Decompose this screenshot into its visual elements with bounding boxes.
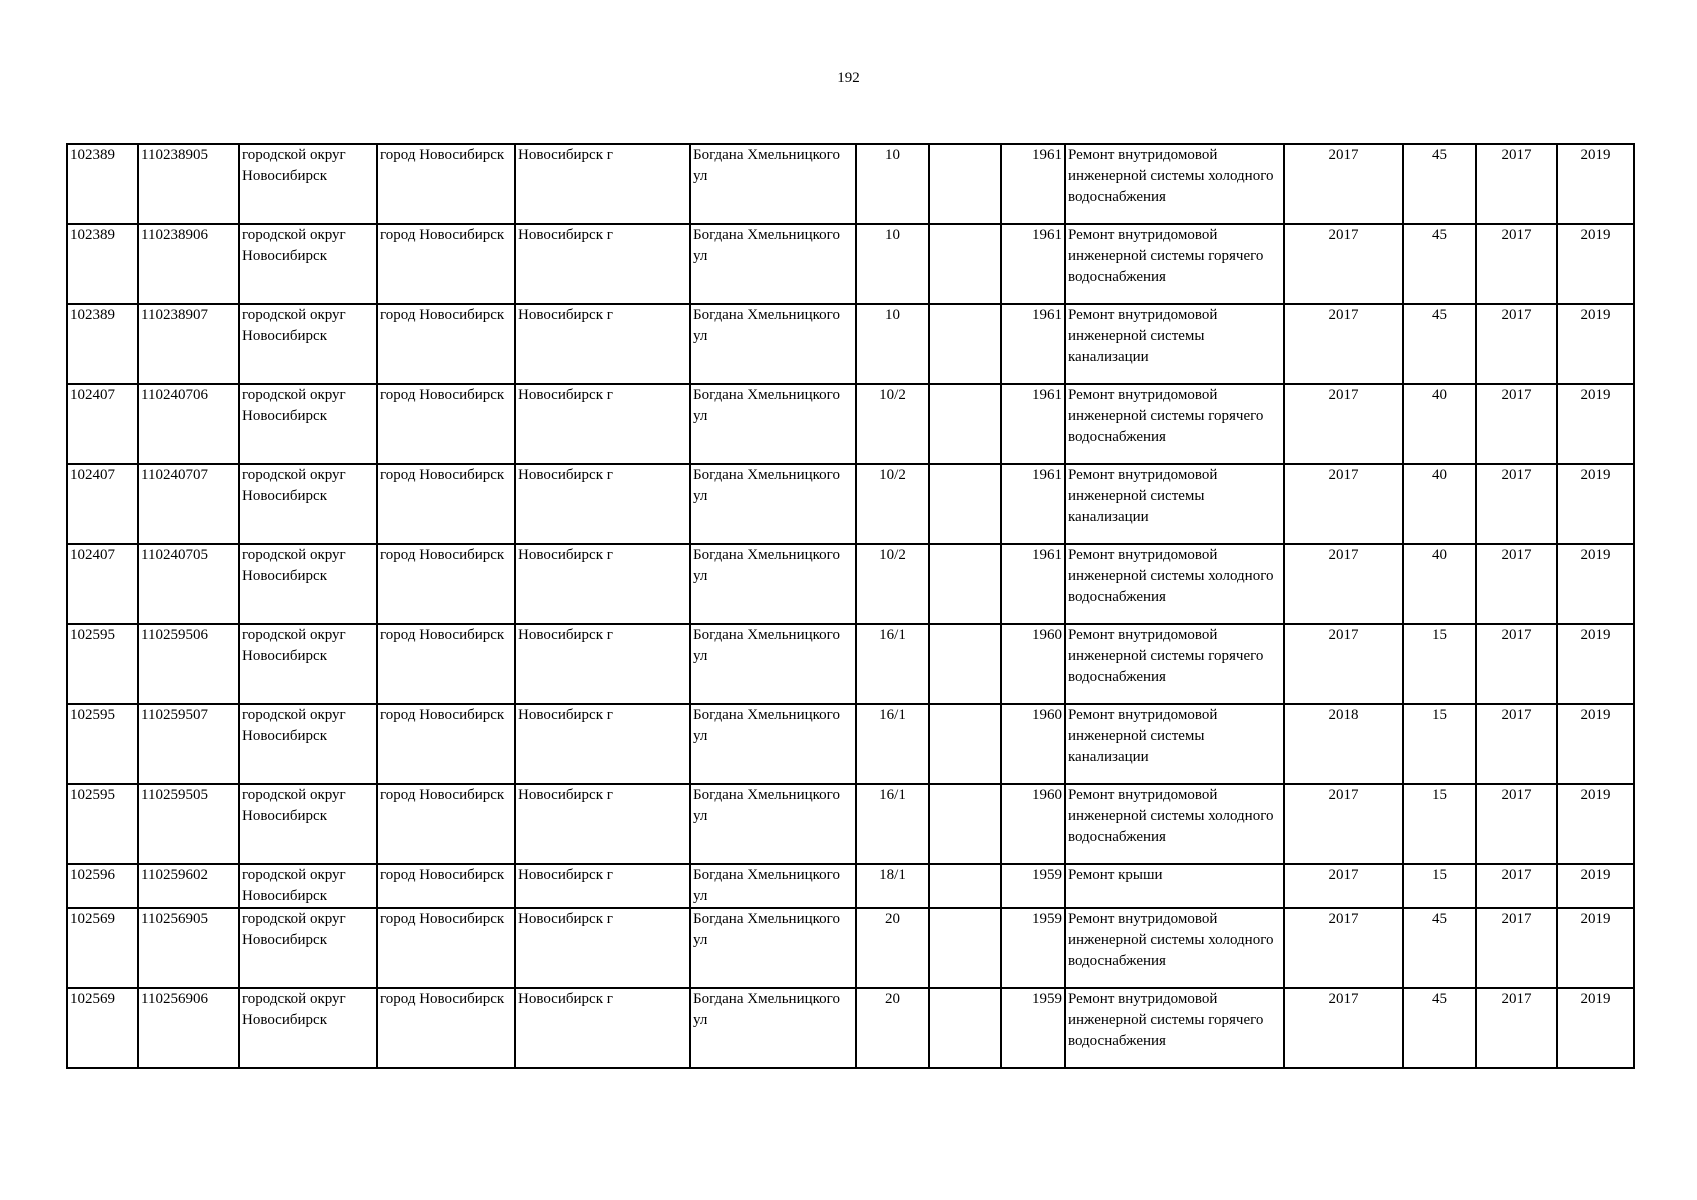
cell-city: Новосибирск г [515,384,690,464]
cell-id: 102595 [67,624,138,704]
cell-street: Богдана Хмельницкого ул [690,864,856,908]
table-row [67,784,1634,864]
cell-street: Богдана Хмельницкого ул [690,304,856,384]
cell-street: Богдана Хмельницкого ул [690,784,856,864]
cell-blank [929,384,1001,464]
cell-settlement: город Новосибирск [377,464,515,544]
cell-id: 102596 [67,864,138,908]
page-number: 192 [837,70,860,86]
cell-settlement: город Новосибирск [377,304,515,384]
table-row [67,384,1634,464]
cell-work: Ремонт внутридомовой инженерной системы горячего водоснабжения [1065,384,1284,464]
cell-id: 102569 [67,908,138,988]
cell-year-built: 1961 [1001,384,1065,464]
cell-city: Новосибирск г [515,784,690,864]
cell-blank [929,624,1001,704]
cell-city: Новосибирск г [515,464,690,544]
cell-year-from: 2017 [1476,908,1557,988]
cell-work: Ремонт внутридомовой инженерной системы горячего водоснабжения [1065,224,1284,304]
cell-code: 110259507 [138,704,239,784]
table-row [67,544,1634,624]
cell-plan-year: 2017 [1284,144,1403,224]
cell-year-from: 2017 [1476,384,1557,464]
cell-year-from: 2017 [1476,544,1557,624]
cell-code: 110256905 [138,908,239,988]
cell-code: 110238905 [138,144,239,224]
cell-district: городской округ Новосибирск [239,304,377,384]
cell-year-to: 2019 [1557,864,1634,908]
cell-house: 16/1 [856,784,929,864]
cell-city: Новосибирск г [515,908,690,988]
cell-year-to: 2019 [1557,144,1634,224]
cell-code: 110256906 [138,988,239,1068]
cell-house: 10 [856,304,929,384]
cell-id: 102595 [67,784,138,864]
cell-work: Ремонт внутридомовой инженерной системы холодного водоснабжения [1065,784,1284,864]
cell-year-from: 2017 [1476,988,1557,1068]
cell-street: Богдана Хмельницкого ул [690,464,856,544]
table-row [67,224,1634,304]
cell-year-built: 1960 [1001,784,1065,864]
cell-district: городской округ Новосибирск [239,908,377,988]
cell-city: Новосибирск г [515,224,690,304]
cell-house: 10/2 [856,464,929,544]
cell-street: Богдана Хмельницкого ул [690,704,856,784]
cell-house: 10/2 [856,544,929,624]
table-row [67,304,1634,384]
cell-year-from: 2017 [1476,864,1557,908]
cell-plan-year: 2017 [1284,988,1403,1068]
cell-work: Ремонт внутридомовой инженерной системы канализации [1065,304,1284,384]
cell-year-to: 2019 [1557,384,1634,464]
cell-plan-year: 2017 [1284,624,1403,704]
cell-street: Богдана Хмельницкого ул [690,224,856,304]
cell-id: 102407 [67,384,138,464]
cell-id: 102595 [67,704,138,784]
cell-work: Ремонт внутридомовой инженерной системы горячего водоснабжения [1065,624,1284,704]
table-row [67,908,1634,988]
cell-settlement: город Новосибирск [377,988,515,1068]
cell-blank [929,784,1001,864]
cell-id: 102407 [67,464,138,544]
cell-street: Богдана Хмельницкого ул [690,384,856,464]
cell-year-to: 2019 [1557,988,1634,1068]
cell-blank [929,988,1001,1068]
cell-year-to: 2019 [1557,304,1634,384]
cell-id: 102389 [67,224,138,304]
table-row [67,144,1634,224]
cell-year-built: 1959 [1001,988,1065,1068]
cell-plan-year: 2017 [1284,304,1403,384]
cell-id: 102407 [67,544,138,624]
cell-code: 110240705 [138,544,239,624]
cell-year-to: 2019 [1557,464,1634,544]
cell-year-from: 2017 [1476,704,1557,784]
cell-code: 110240707 [138,464,239,544]
cell-plan-year: 2017 [1284,784,1403,864]
cell-city: Новосибирск г [515,544,690,624]
cell-district: городской округ Новосибирск [239,144,377,224]
cell-house: 16/1 [856,704,929,784]
cell-code: 110259505 [138,784,239,864]
cell-street: Богдана Хмельницкого ул [690,988,856,1068]
cell-settlement: город Новосибирск [377,624,515,704]
cell-id: 102389 [67,144,138,224]
cell-city: Новосибирск г [515,988,690,1068]
cell-district: городской округ Новосибирск [239,464,377,544]
cell-wear: 15 [1403,784,1476,864]
cell-year-built: 1960 [1001,704,1065,784]
cell-wear: 15 [1403,624,1476,704]
cell-settlement: город Новосибирск [377,144,515,224]
cell-district: городской округ Новосибирск [239,224,377,304]
cell-house: 10 [856,224,929,304]
cell-district: городской округ Новосибирск [239,384,377,464]
cell-settlement: город Новосибирск [377,864,515,908]
cell-city: Новосибирск г [515,304,690,384]
cell-work: Ремонт крыши [1065,864,1284,908]
cell-blank [929,304,1001,384]
cell-house: 10 [856,144,929,224]
cell-wear: 15 [1403,864,1476,908]
cell-work: Ремонт внутридомовой инженерной системы холодного водоснабжения [1065,544,1284,624]
cell-year-built: 1961 [1001,144,1065,224]
cell-city: Новосибирск г [515,864,690,908]
table-row [67,624,1634,704]
cell-blank [929,144,1001,224]
cell-street: Богдана Хмельницкого ул [690,908,856,988]
cell-year-from: 2017 [1476,784,1557,864]
cell-city: Новосибирск г [515,704,690,784]
cell-year-built: 1960 [1001,624,1065,704]
cell-year-from: 2017 [1476,304,1557,384]
table-row [67,464,1634,544]
cell-blank [929,864,1001,908]
cell-blank [929,224,1001,304]
cell-year-from: 2017 [1476,224,1557,304]
cell-settlement: город Новосибирск [377,704,515,784]
cell-code: 110238907 [138,304,239,384]
table-body [67,144,1634,1068]
cell-district: городской округ Новосибирск [239,784,377,864]
cell-wear: 45 [1403,224,1476,304]
cell-year-to: 2019 [1557,624,1634,704]
cell-wear: 45 [1403,908,1476,988]
cell-year-to: 2019 [1557,224,1634,304]
cell-district: городской округ Новосибирск [239,864,377,908]
cell-house: 20 [856,988,929,1068]
cell-plan-year: 2017 [1284,544,1403,624]
cell-city: Новосибирск г [515,624,690,704]
cell-house: 18/1 [856,864,929,908]
cell-settlement: город Новосибирск [377,908,515,988]
cell-plan-year: 2017 [1284,864,1403,908]
cell-code: 110238906 [138,224,239,304]
cell-house: 10/2 [856,384,929,464]
cell-work: Ремонт внутридомовой инженерной системы канализации [1065,464,1284,544]
cell-code: 110259602 [138,864,239,908]
cell-work: Ремонт внутридомовой инженерной системы канализации [1065,704,1284,784]
cell-code: 110240706 [138,384,239,464]
cell-wear: 40 [1403,544,1476,624]
cell-id: 102569 [67,988,138,1068]
table-row [67,704,1634,784]
cell-year-built: 1961 [1001,304,1065,384]
cell-wear: 45 [1403,304,1476,384]
cell-district: городской округ Новосибирск [239,704,377,784]
cell-city: Новосибирск г [515,144,690,224]
cell-house: 16/1 [856,624,929,704]
cell-settlement: город Новосибирск [377,544,515,624]
cell-street: Богдана Хмельницкого ул [690,624,856,704]
cell-blank [929,704,1001,784]
cell-year-to: 2019 [1557,704,1634,784]
cell-wear: 45 [1403,988,1476,1068]
cell-code: 110259506 [138,624,239,704]
cell-wear: 40 [1403,464,1476,544]
cell-blank [929,544,1001,624]
cell-plan-year: 2018 [1284,704,1403,784]
cell-house: 20 [856,908,929,988]
cell-work: Ремонт внутридомовой инженерной системы горячего водоснабжения [1065,988,1284,1068]
cell-plan-year: 2017 [1284,384,1403,464]
cell-wear: 15 [1403,704,1476,784]
cell-year-built: 1959 [1001,908,1065,988]
cell-year-from: 2017 [1476,144,1557,224]
data-table [66,143,1635,1069]
cell-street: Богдана Хмельницкого ул [690,544,856,624]
cell-settlement: город Новосибирск [377,384,515,464]
cell-district: городской округ Новосибирск [239,544,377,624]
cell-wear: 45 [1403,144,1476,224]
cell-settlement: город Новосибирск [377,224,515,304]
cell-year-from: 2017 [1476,624,1557,704]
cell-plan-year: 2017 [1284,224,1403,304]
cell-year-built: 1961 [1001,224,1065,304]
cell-id: 102389 [67,304,138,384]
cell-year-built: 1961 [1001,544,1065,624]
cell-year-built: 1959 [1001,864,1065,908]
table-row [67,988,1634,1068]
cell-blank [929,908,1001,988]
cell-year-to: 2019 [1557,908,1634,988]
cell-work: Ремонт внутридомовой инженерной системы холодного водоснабжения [1065,144,1284,224]
cell-district: городской округ Новосибирск [239,624,377,704]
cell-work: Ремонт внутридомовой инженерной системы холодного водоснабжения [1065,908,1284,988]
cell-year-to: 2019 [1557,784,1634,864]
cell-year-from: 2017 [1476,464,1557,544]
cell-year-to: 2019 [1557,544,1634,624]
table-row [67,864,1634,908]
cell-street: Богдана Хмельницкого ул [690,144,856,224]
cell-plan-year: 2017 [1284,908,1403,988]
cell-blank [929,464,1001,544]
cell-settlement: город Новосибирск [377,784,515,864]
cell-year-built: 1961 [1001,464,1065,544]
cell-plan-year: 2017 [1284,464,1403,544]
cell-district: городской округ Новосибирск [239,988,377,1068]
cell-wear: 40 [1403,384,1476,464]
